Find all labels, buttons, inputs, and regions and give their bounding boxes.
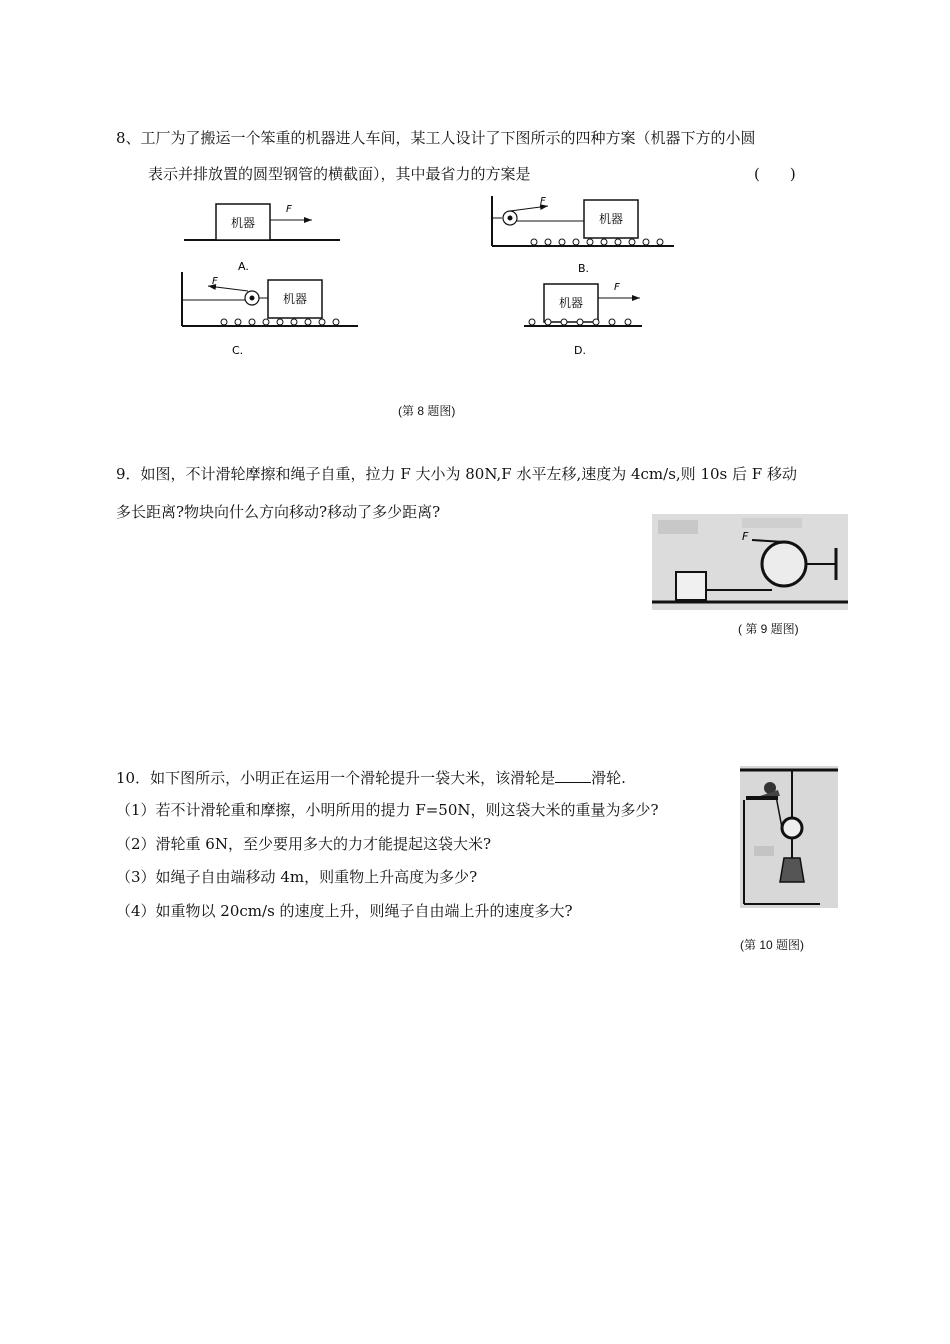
q8-line2: 表示并排放置的圆型钢管的横截面），其中最省力的方案是 (148, 165, 531, 183)
q8-option-c-diagram (182, 272, 358, 357)
q10-intro (116, 768, 626, 788)
q10-part-3: （3）如绳子自由端移动 4m，则重物上升高度为多少? (116, 868, 478, 886)
q8-option-b-diagram (492, 196, 674, 275)
q8-answer-paren: ( ) (754, 165, 796, 183)
q8-figure (170, 188, 690, 368)
q8-caption: (第 8 题图) (398, 404, 456, 418)
q8-option-d-label: D. (574, 344, 586, 357)
q9-line2: 多长距离?物块向什么方向移动?移动了多少距离? (116, 503, 441, 521)
q8-d-machine-label: 机器 (558, 296, 584, 310)
q8-option-c-label: C. (232, 344, 244, 357)
q8-option-a-diagram (184, 204, 340, 273)
q10-part-2: （2）滑轮重 6N，至少要用多大的力才能提起这袋大米? (116, 835, 492, 853)
q8-line1: 8、工厂为了搬运一个笨重的机器进人车间，某工人设计了下图所示的四种方案（机器下方的小圆 (116, 129, 756, 147)
q9-caption: ( 第 9 题图) (738, 622, 799, 636)
q8-a-machine-label: 机器 (230, 216, 256, 230)
q8-c-machine-label: 机器 (282, 292, 308, 306)
q10-part-1: （1）若不计滑轮重和摩擦，小明所用的提力 F=50N，则这袋大米的重量为多少? (116, 801, 659, 819)
q8-option-a-label: A. (238, 260, 249, 273)
q10-intro-after: 滑轮. (591, 769, 626, 787)
q8-option-d-diagram (524, 282, 642, 357)
q8-b-machine-label: 机器 (598, 212, 624, 226)
q8-b-force-label: F (540, 196, 546, 207)
q9-line1: 9．如图，不计滑轮摩擦和绳子自重，拉力 F 大小为 80N,F 水平左移,速度为 4cm/s,则 10s 后 F 移动 (116, 465, 797, 483)
q8-c-force-label: F (212, 276, 218, 287)
q9-figure (652, 514, 848, 610)
q10-part-4: （4）如重物以 20cm/s 的速度上升，则绳子自由端上升的速度多大? (116, 902, 573, 920)
q10-answer-blank[interactable] (555, 768, 591, 783)
q9-force-label: F (742, 530, 749, 543)
q8-option-b-label: B. (578, 262, 590, 275)
q8-a-force-label: F (286, 204, 292, 215)
q10-figure (740, 766, 838, 908)
q10-caption: (第 10 题图) (740, 938, 805, 952)
q8-d-force-label: F (614, 282, 620, 293)
q10-intro-before: 10．如下图所示，小明正在运用一个滑轮提升一袋大米，该滑轮是 (116, 769, 556, 787)
